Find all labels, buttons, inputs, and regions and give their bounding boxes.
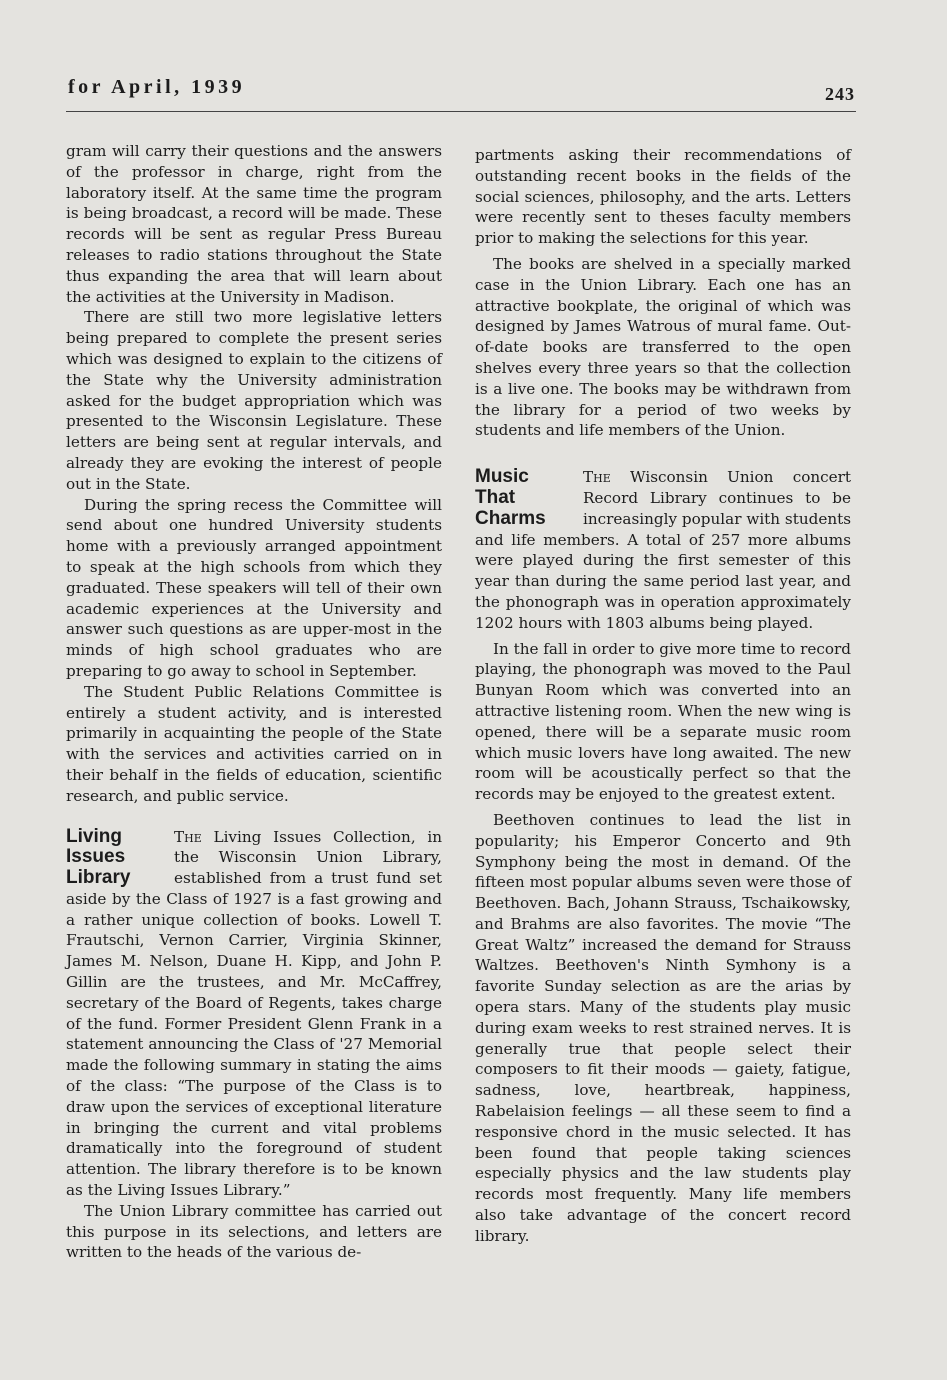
music-section bbox=[475, 467, 851, 1246]
heading-line: Charms bbox=[475, 507, 546, 529]
page-number: 243 bbox=[825, 84, 855, 104]
heading-line: Music bbox=[475, 466, 529, 488]
paragraph: gram will carry their questions and the answers of the professor in charge, right from the laboratory itself. At the same time the program is being broadcast, a record will be made. These records will be sent as regular Press Bureau releases to radio stations throughout the State thus expanding the area that will learn about the activities at the University in Madison. bbox=[66, 142, 442, 306]
heading-line: Library bbox=[66, 867, 131, 889]
living-issues-section bbox=[66, 827, 442, 1264]
paragraph-text: Living Issues Collection, in the Wisconsin Union Library, established from a trust fund set aside by the Class of 1927 is a fast growing and a rather unique collection of books. Lowell T. Frautschi, Vernon Carrier, Virginia Skinner, James M. Nelson, Duane H. Kipp, and John P. Gillin are the trustees, and Mr. McCaffrey, secretary of the Board of Regents, takes charge of the fund. Former President Glenn Frank in a statement announcing the Class of '27 Memorial made the following summary in stating the aims of the class: “The purpose of the Class is to draw upon the services of exceptional literature in bringing the current and vital problems dramatically into the foreground of student attention. The library therefore is to be known as the Living Issues Library.” bbox=[66, 827, 442, 1200]
heading-line: Issues bbox=[66, 846, 126, 868]
paragraph: Beethoven continues to lead the list in popularity; his Emperor Concerto and 9th Symphony being the most in demand. Of the fifteen most popular albums seven were those of Beethoven. Bach, Johann Strauss, Tschaikowsky, and Brahms are also favorites. The movie “The Great Waltz” increased the demand for Strauss Waltzes. Beethoven's Ninth Symhony is a favorite Sunday selection as are the arias by opera stars. Many of the students play music during exam weeks to rest strained nerves. It is generally true that people select their composers to fit their moods — gaiety, fatigue, sadness, love, heartbreak, happiness, Rabelaision feelings — all these seem to find a responsive chord in the music selected. It has been found that people taking sciences especially physics and the law students play records most frequently. Many life members also take advantage of the concert record library. bbox=[475, 810, 851, 1245]
running-head: for April, 1939 bbox=[68, 76, 246, 98]
section-heading-living-issues bbox=[66, 827, 168, 889]
paragraph: In the fall in order to give more time to record playing, the phonograph was moved to the Paul Bunyan Room which was converted into an attractive listening room. When the new wing is opened, there will be a separate music room which music lovers have long awaited. The new room will be acoustically perfect so that the records may be enjoyed to the greatest extent. bbox=[475, 639, 851, 804]
paragraph-text: Wisconsin Union concert Record Library continues to be increasingly popular with students and life members. A total of 257 more albums were played during the first semester of this year than during the same period last year, and the phonograph was in operation approximately 1202 hours with 1803 albums being played. bbox=[475, 468, 851, 632]
left-column bbox=[66, 141, 442, 1263]
paragraph: The Union Library committee has carried out this purpose in its selections, and letters are written to the heads of the various de- bbox=[66, 1201, 442, 1262]
paragraph: The Student Public Relations Committee is entirely a student activity, and is interested primarily in acquainting the people of the State with the services and activities carried on in their behalf in the fields of education, scientific research, and public service. bbox=[66, 682, 442, 805]
lead-word: The bbox=[174, 827, 202, 846]
right-column bbox=[475, 145, 851, 1247]
lead-word: The bbox=[583, 468, 611, 487]
heading-line: That bbox=[475, 486, 516, 508]
paragraph: partments asking their recommendations of outstanding recent books in the fields of the social sciences, philosophy, and the arts. Letters were recently sent to theses faculty members prior to making the selections for this year. bbox=[475, 146, 851, 248]
header-rule bbox=[66, 111, 856, 112]
paragraph: There are still two more legislative letters being prepared to complete the present series which was designed to explain to the citizens of the State why the University administration asked for the budget appropriation which was presented to the Wisconsin Legislature. These letters are being sent at regular intervals, and already they are evoking the interest of people out in the State. bbox=[66, 308, 442, 493]
heading-line: Living bbox=[66, 825, 122, 847]
section-heading-music bbox=[475, 467, 577, 529]
paragraph: During the spring recess the Committee will send about one hundred University students home with a previously arranged appointment to speak at the high schools from which they graduated. These speakers will tell of their own academic experiences at the University and answer such questions as are upper-most in the minds of high school graduates who are preparing to go away to school in September. bbox=[66, 495, 442, 680]
paragraph: The books are shelved in a specially marked case in the Union Library. Each one has an attractive bookplate, the original of which was designed by James Watrous of mural fame. Out-of-date books are transferred to the open shelves every three years so that the collection is a live one. The books may be withdrawn from the library for a period of two weeks by students and life members of the Union. bbox=[475, 254, 851, 440]
